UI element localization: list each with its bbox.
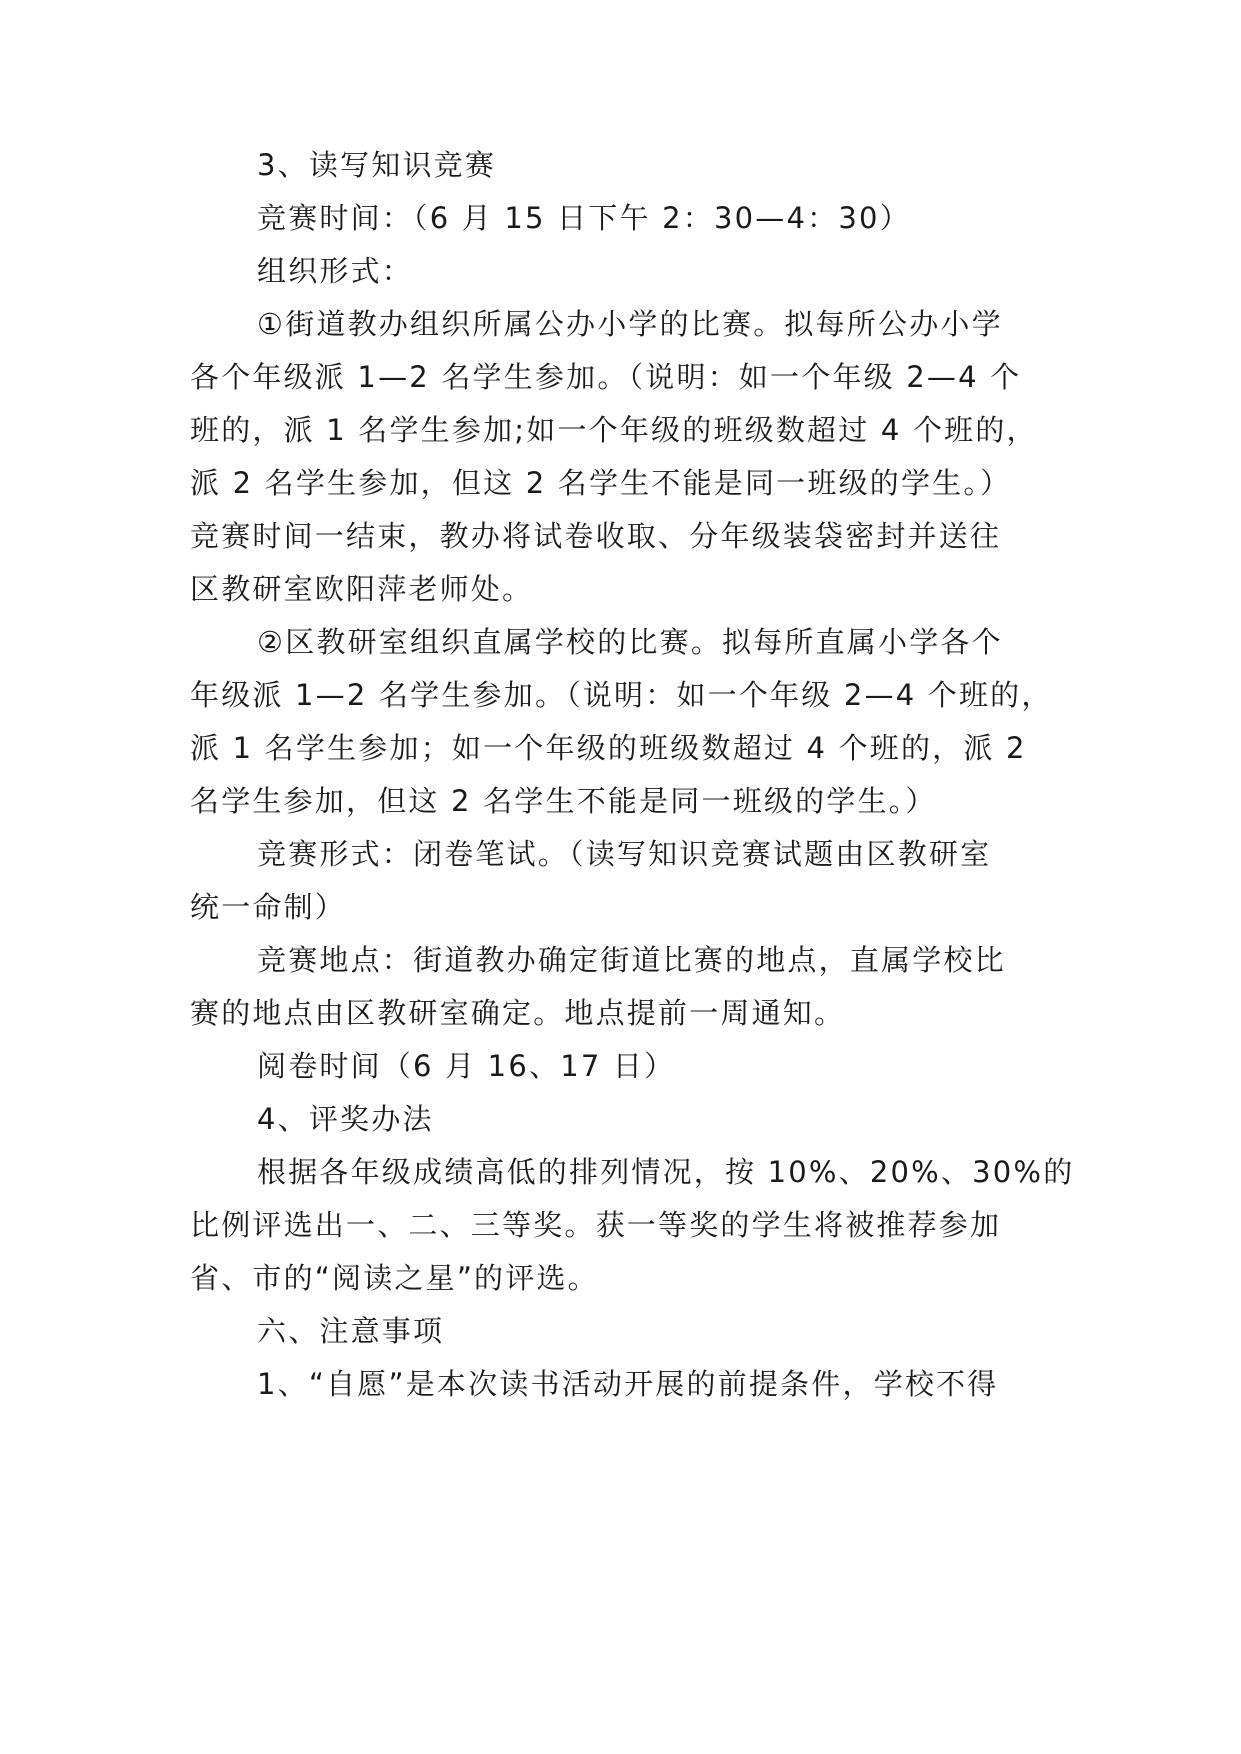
paragraph-line: 竞赛形式：闭卷笔试。（读写知识竞赛试题由区教研室: [257, 837, 992, 871]
paragraph-line: 年级派 1—2 名学生参加。（说明：如一个年级 2—4 个班的，: [190, 678, 1053, 712]
paragraph-line: 区教研室欧阳萍老师处。: [190, 572, 534, 606]
section-heading-award-method: 4、评奖办法: [257, 1102, 434, 1136]
paragraph-line: 省、市的“阅读之星”的评选。: [190, 1261, 599, 1295]
paragraph-line: 派 2 名学生参加，但这 2 名学生不能是同一班级的学生。）: [190, 466, 1012, 500]
paragraph-line: 根据各年级成绩高低的排列情况，按 10%、20%、30%的: [257, 1155, 1075, 1189]
paragraph-line: 竞赛时间一结束，教办将试卷收取、分年级装袋密封并送往: [190, 519, 1002, 553]
paragraph-line: 1、“自愿”是本次读书活动开展的前提条件，学校不得: [257, 1367, 999, 1401]
contest-time-line: 竞赛时间：（6 月 15 日下午 2：30—4：30）: [257, 201, 911, 235]
paragraph-line: 班的，派 1 名学生参加;如一个年级的班级数超过 4 个班的，: [190, 413, 1038, 447]
paragraph-line: 比例评选出一、二、三等奖。获一等奖的学生将被推荐参加: [190, 1208, 1002, 1242]
paragraph-line: ②区教研室组织直属学校的比赛。拟每所直属小学各个: [257, 625, 1003, 659]
organization-form-label: 组织形式：: [257, 254, 414, 288]
paragraph-line: 赛的地点由区教研室确定。地点提前一周通知。: [190, 996, 846, 1030]
paragraph-line: 统一命制）: [190, 890, 347, 924]
paragraph-line: 派 1 名学生参加；如一个年级的班级数超过 4 个班的，派 2: [190, 731, 1027, 765]
paragraph-line: 竞赛地点：街道教办确定街道比赛的地点，直属学校比: [257, 943, 1006, 977]
section-heading-reading-writing-contest: 3、读写知识竞赛: [257, 148, 497, 182]
section-heading-notes: 六、注意事项: [257, 1314, 445, 1348]
grading-time-line: 阅卷时间（6 月 16、17 日）: [257, 1049, 676, 1083]
paragraph-line: 名学生参加，但这 2 名学生不能是同一班级的学生。）: [190, 784, 937, 818]
paragraph-line: 各个年级派 1—2 名学生参加。（说明：如一个年级 2—4 个: [190, 360, 1022, 394]
paragraph-line: ①街道教办组织所属公办小学的比赛。拟每所公办小学: [257, 307, 1003, 341]
